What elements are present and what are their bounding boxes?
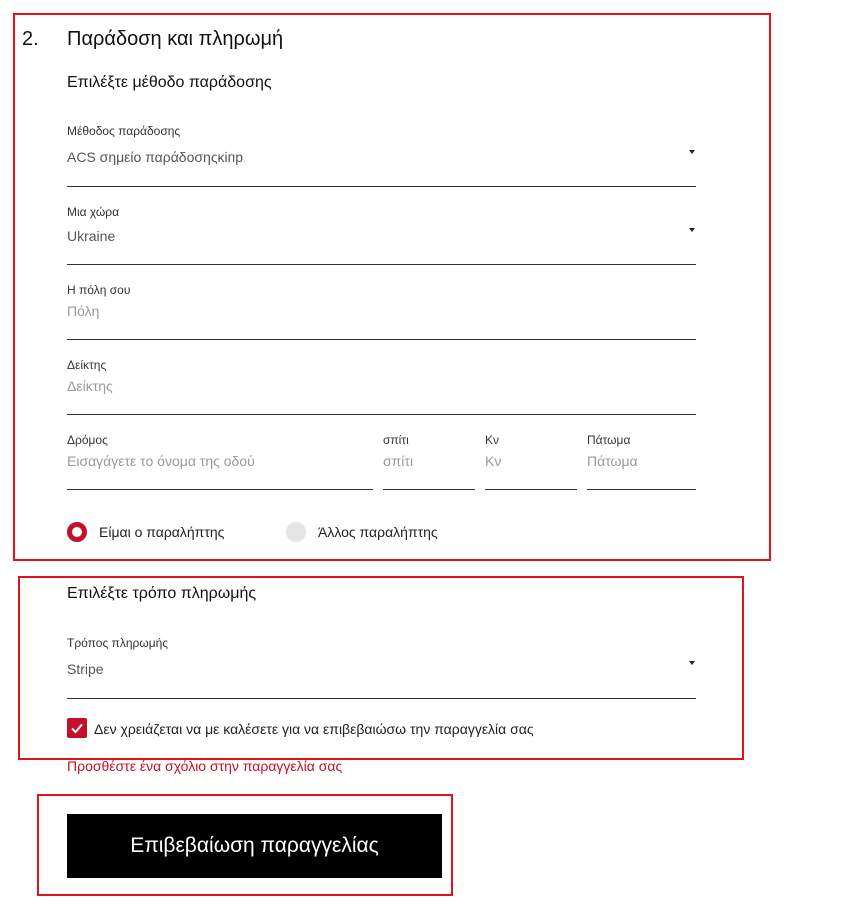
country-value: Ukraine: [67, 228, 116, 244]
postal-index-input[interactable]: [67, 358, 696, 415]
house-input[interactable]: [383, 433, 475, 490]
payment-method-label: Τρόπος πληρωμής: [67, 636, 169, 650]
payment-method-heading: Επιλέξτε τρόπο πληρωμής: [67, 585, 257, 602]
radio-checked-icon: [67, 522, 87, 542]
apartment-placeholder: Κν: [485, 453, 502, 469]
delivery-method-heading: Επιλέξτε μέθοδο παράδοσης: [67, 74, 272, 91]
field-underline: [383, 489, 475, 490]
field-underline: [67, 414, 696, 415]
floor-label: Πάτωμα: [587, 433, 631, 447]
city-placeholder: Πόλη: [67, 303, 100, 319]
radio-other-recipient-label: Άλλος παραλήπτης: [318, 524, 438, 540]
payment-method-select[interactable]: [67, 636, 696, 699]
field-underline: [67, 698, 696, 699]
add-comment-link[interactable]: Προσθέστε ένα σχόλιο στην παραγγελία σας: [67, 758, 343, 774]
apartment-label: Κν: [485, 433, 500, 447]
delivery-method-select[interactable]: [67, 124, 696, 187]
chevron-down-icon: [689, 228, 695, 232]
street-input[interactable]: [67, 433, 373, 490]
postal-index-label: Δείκτης: [67, 358, 107, 372]
country-label: Μια χώρα: [67, 205, 120, 219]
city-label: Η πόλη σου: [67, 283, 131, 297]
apartment-input[interactable]: [485, 433, 577, 490]
floor-placeholder: Πάτωμα: [587, 453, 638, 469]
field-underline: [67, 186, 696, 187]
delivery-method-label: Μέθοδος παράδοσης: [67, 124, 181, 138]
delivery-method-value: ACS σημείο παράδοσηςκіпр: [67, 149, 244, 165]
field-underline: [485, 489, 577, 490]
radio-self-recipient[interactable]: [67, 521, 247, 543]
radio-other-recipient[interactable]: [286, 521, 456, 543]
field-underline: [67, 489, 373, 490]
country-select[interactable]: [67, 205, 696, 265]
street-placeholder: Εισαγάγετε το όνομα της οδού: [67, 453, 255, 469]
city-input[interactable]: [67, 283, 696, 340]
no-call-checkbox-label: Δεν χρειάζεται να με καλέσετε για να επιβεβαιώσω την παραγγελία σας: [94, 721, 534, 737]
radio-self-recipient-label: Είμαι ο παραλήπτης: [99, 524, 225, 540]
house-placeholder: σπίτι: [383, 453, 414, 469]
step-number: 2.: [22, 28, 39, 50]
checkmark-icon: [67, 718, 87, 738]
floor-input[interactable]: [587, 433, 696, 490]
payment-method-value: Stripe: [67, 661, 104, 677]
field-underline: [67, 339, 696, 340]
street-label: Δρόμος: [67, 433, 108, 447]
house-label: σπίτι: [383, 433, 409, 447]
radio-unchecked-icon: [286, 522, 306, 542]
no-call-checkbox[interactable]: [67, 718, 587, 740]
field-underline: [67, 264, 696, 265]
field-underline: [587, 489, 696, 490]
chevron-down-icon: [689, 150, 695, 154]
chevron-down-icon: [689, 661, 695, 665]
section-title: Παράδοση και πληρωμή: [67, 28, 284, 50]
confirm-order-button[interactable]: Επιβεβαίωση παραγγελίας: [67, 814, 442, 878]
postal-index-placeholder: Δείκτης: [67, 378, 113, 394]
